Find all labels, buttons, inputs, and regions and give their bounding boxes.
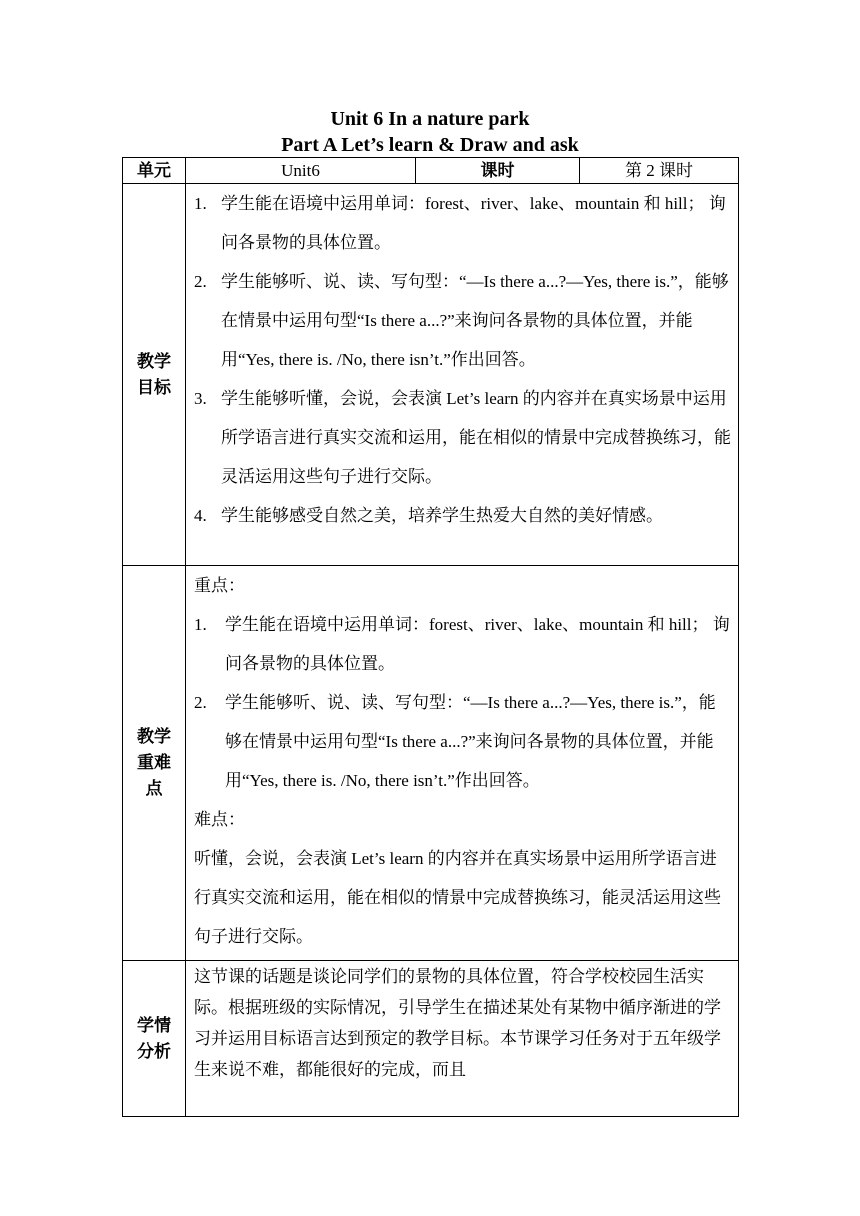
header-row	[123, 158, 739, 184]
objectives-row	[123, 184, 739, 566]
analysis-content	[186, 961, 739, 1117]
difficult-heading: 难点：	[194, 810, 245, 829]
analysis-row	[123, 961, 739, 1117]
list-item: 1. 学生能在语境中运用单词：forest、river、lake、mountain 和 hill； 询问各景物的具体位置。	[194, 194, 726, 252]
objectives-content	[186, 184, 739, 566]
list-item: 2. 学生能够听、说、读、写句型：“—Is there a...?—Yes, there is.”，能够在情景中运用句型“Is there a...?”来询问各景物的具体位置，并能用“Yes, there is. /No, there isn’t.”作出回答。	[194, 693, 716, 790]
list-item: 4. 学生能够感受自然之美，培养学生热爱大自然的美好情感。	[194, 506, 663, 525]
key-heading: 重点：	[194, 576, 245, 595]
objectives-label: 教学 目标	[123, 184, 186, 566]
unit-value: Unit6	[186, 158, 416, 184]
list-item: 1. 学生能在语境中运用单词：forest、river、lake、mountain 和 hill； 询问各景物的具体位置。	[194, 615, 730, 673]
period-value: 第 2 课时	[580, 158, 739, 184]
key-points-label: 教学 重难 点	[123, 566, 186, 961]
list-item: 2. 学生能够听、说、读、写句型：“—Is there a...?—Yes, there is.”，能够在情景中运用句型“Is there a...?”来询问各景物的具体位置，并能用“Yes, there is. /No, there isn’t.”作出回答。	[194, 272, 729, 369]
period-label: 课时	[416, 158, 580, 184]
unit-label: 单元	[123, 158, 186, 184]
analysis-text: 这节课的话题是谈论同学们的景物的具体位置，符合学校校园生活实际。根据班级的实际情况，引导学生在描述某处有某物中循序渐进的学习并运用目标语言达到预定的教学目标。本节课学习任务对于五年级学生来说不难，都能很好的完成，而且	[194, 967, 721, 1079]
list-item: 3. 学生能够听懂，会说，会表演 Let’s learn 的内容并在真实场景中运用所学语言进行真实交流和运用，能在相似的情景中完成替换练习，能灵活运用这些句子进行交际。	[194, 389, 731, 486]
difficult-text: 听懂，会说，会表演 Let’s learn 的内容并在真实场景中运用所学语言进行真实交流和运用，能在相似的情景中完成替换练习，能灵活运用这些句子进行交际。	[194, 849, 721, 946]
analysis-label: 学情 分析	[123, 961, 186, 1117]
lesson-plan-table	[122, 157, 739, 1117]
key-points-row	[123, 566, 739, 961]
document-title: Unit 6 In a nature park	[330, 108, 530, 130]
document-subtitle: Part A Let’s learn & Draw and ask	[281, 134, 579, 156]
key-points-content	[186, 566, 739, 961]
